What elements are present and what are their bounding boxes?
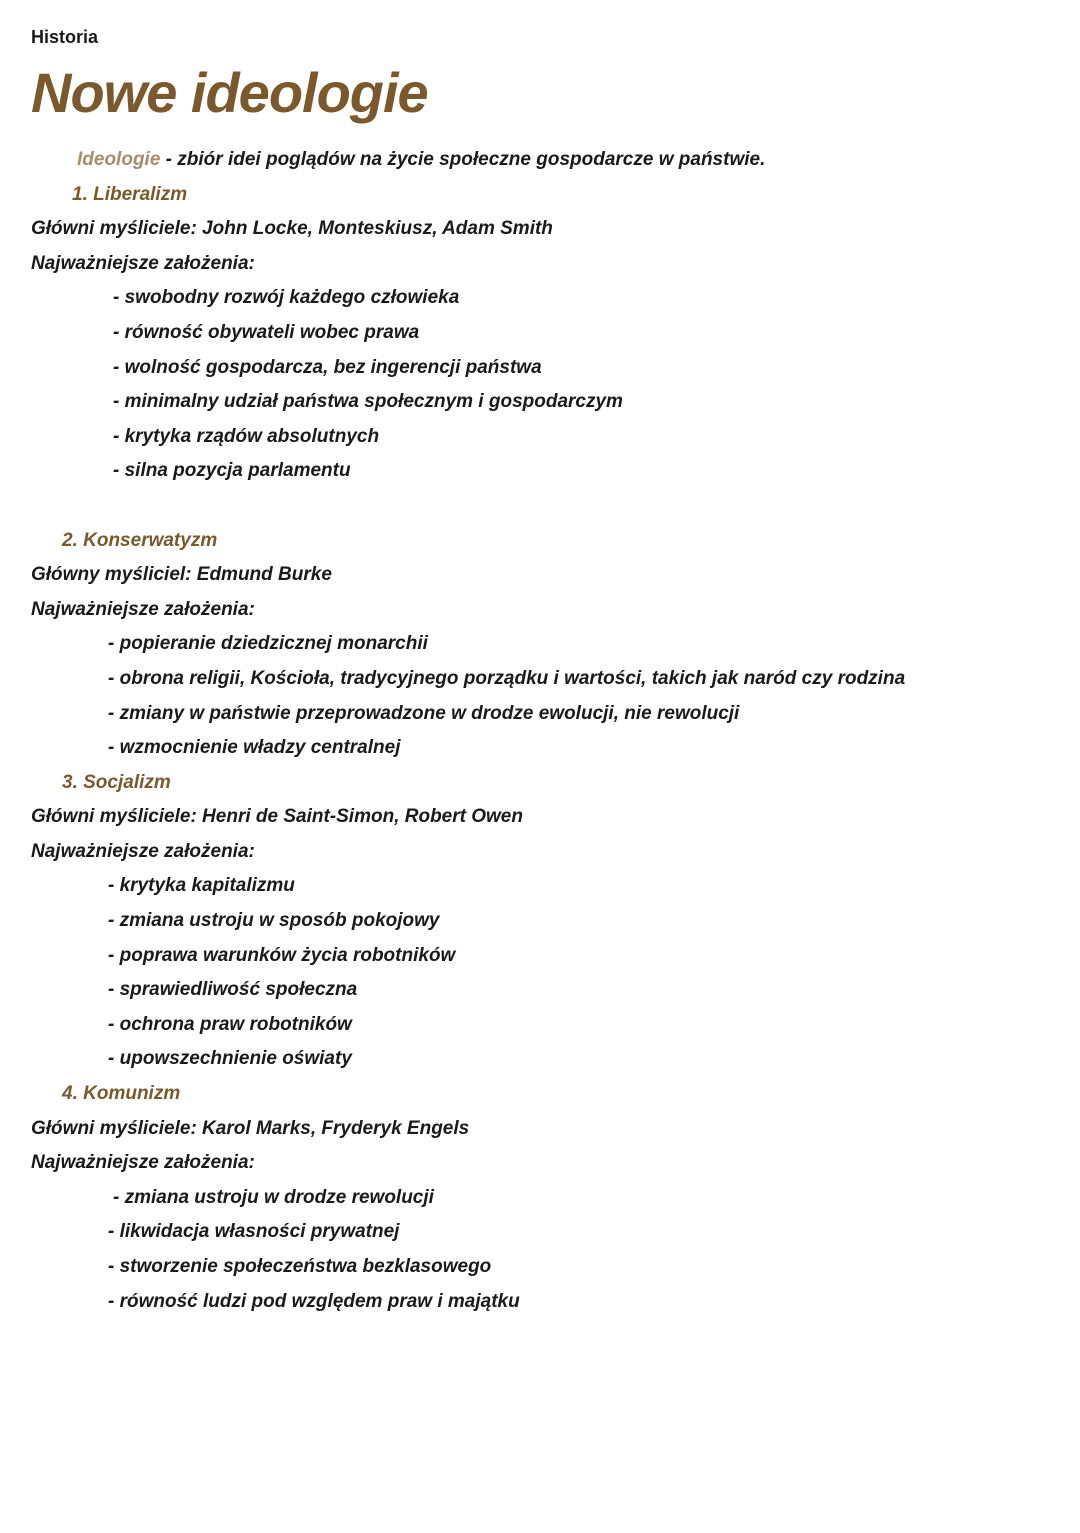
definition-line [31, 143, 1051, 178]
section-thinkers: Główni myśliciele: Henri de Saint-Simon, Robert Owen [31, 806, 523, 828]
list-item: - sprawiedliwość społeczna [108, 979, 358, 1001]
section-heading-konserwatyzm: 2. Konserwatyzm [62, 529, 218, 551]
definition-term: Ideologie [77, 149, 161, 170]
list-item: - poprawa warunków życia robotników [108, 944, 456, 966]
list-item: - krytyka kapitalizmu [108, 875, 295, 897]
section-thinkers: Główni myśliciele: John Locke, Monteskiusz, Adam Smith [31, 218, 553, 240]
section-heading-komunizm: 4. Komunizm [62, 1083, 181, 1105]
assumptions-label: Najważniejsze założenia: [31, 252, 255, 274]
list-item: - wolność gospodarcza, bez ingerencji państwa [113, 356, 542, 378]
subject-label: Historia [31, 27, 99, 47]
list-item: - stworzenie społeczeństwa bezklasowego [108, 1256, 492, 1277]
list-item: - swobodny rozwój każdego człowieka [113, 287, 460, 309]
section-heading-liberalizm: 1. Liberalizm [72, 183, 188, 205]
list-item: - równość obywateli wobec prawa [113, 321, 420, 343]
list-item: - minimalny udział państwa społecznym i gospodarczym [113, 391, 623, 413]
definition-text: - zbiór idei poglądów na życie społeczne gospodarcze w państwie. [160, 149, 766, 170]
section-thinkers: Główni myśliciele: Karol Marks, Fryderyk Engels [31, 1117, 470, 1139]
notes-body [31, 143, 1051, 1319]
assumptions-label: Najważniejsze założenia: [31, 1152, 255, 1174]
list-item: - zmiana ustroju w sposób pokojowy [108, 910, 440, 932]
list-item: - likwidacja własności prywatnej [108, 1221, 400, 1243]
list-item: - zmiany w państwie przeprowadzone w drodze ewolucji, nie rewolucji [108, 702, 740, 724]
section-thinkers: Główny myśliciel: Edmund Burke [31, 564, 332, 586]
list-item: - zmiana ustroju w drodze rewolucji [113, 1186, 434, 1208]
list-item: - upowszechnienie oświaty [108, 1048, 352, 1070]
list-item: - równość ludzi pod względem praw i majątku [108, 1290, 520, 1312]
list-item: - popieranie dziedzicznej monarchii [108, 633, 428, 655]
list-item: - silna pozycja parlamentu [113, 460, 351, 482]
list-item: - wzmocnienie władzy centralnej [108, 737, 401, 759]
page-title: Nowe ideologie [31, 61, 428, 124]
section-spacer [31, 489, 1051, 524]
assumptions-label: Najważniejsze założenia: [31, 598, 255, 620]
section-heading-socjalizm: 3. Socjalizm [62, 771, 171, 793]
assumptions-label: Najważniejsze założenia: [31, 840, 255, 862]
list-item: - krytyka rządów absolutnych [113, 425, 380, 447]
list-item: - ochrona praw robotników [108, 1013, 352, 1035]
list-item: - obrona religii, Kościoła, tradycyjnego porządku i wartości, takich jak naród czy rodzina [108, 667, 906, 689]
